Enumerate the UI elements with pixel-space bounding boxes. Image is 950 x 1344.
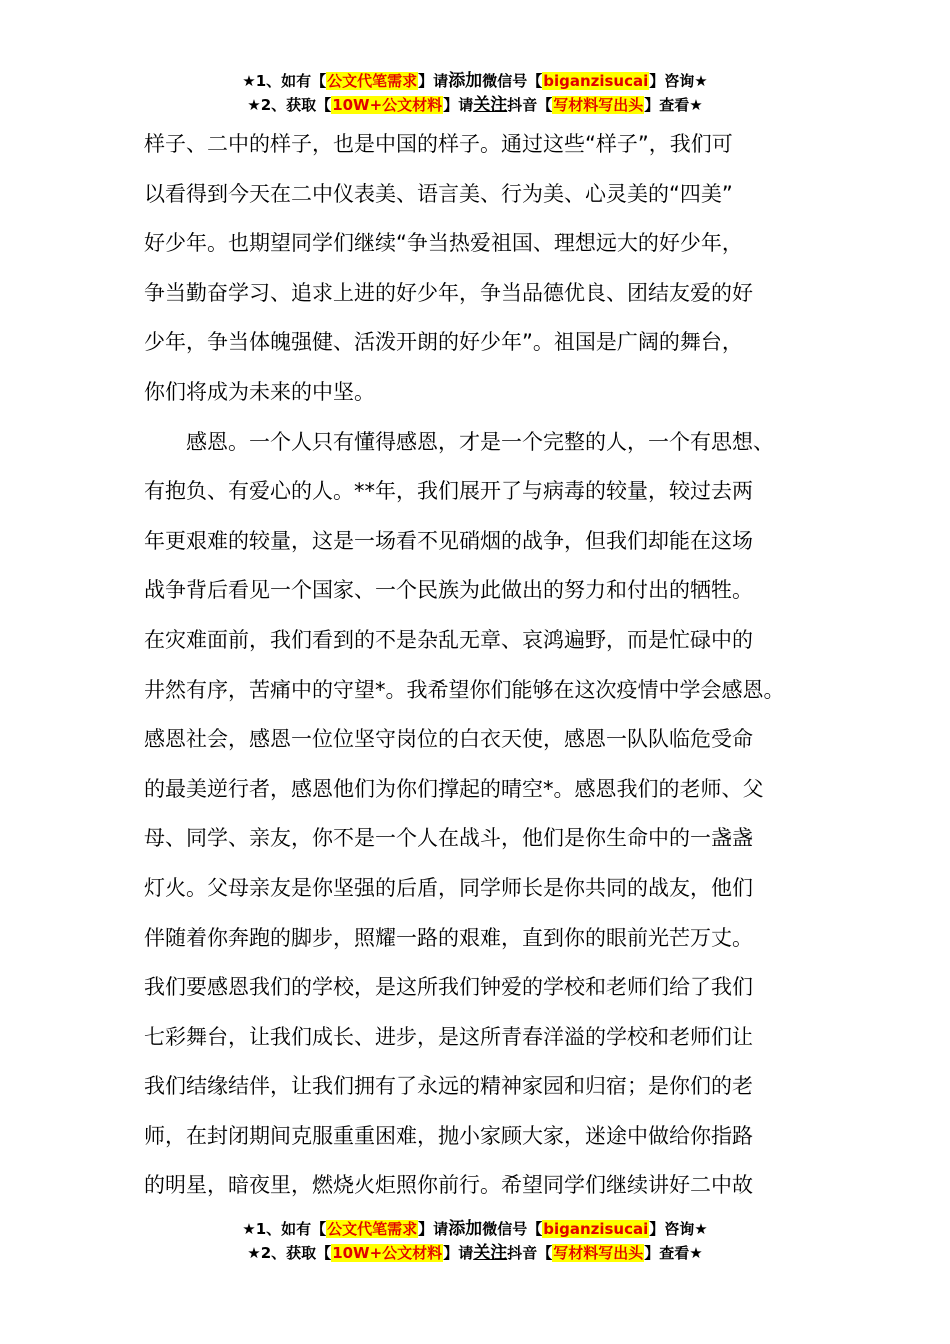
banner-prefix: ★2、获取【 — [247, 1244, 332, 1262]
document-body — [144, 120, 824, 1211]
banner-suffix: 】咨询★ — [649, 1220, 708, 1238]
body-line: 在灾难面前，我们看到的不是杂乱无章、哀鸿遍野，而是忙碌中的 — [144, 627, 753, 652]
wechat-id-highlight: biganzisucai — [543, 1220, 649, 1238]
banner-prefix: ★2、获取【 — [247, 96, 332, 114]
body-line: 七彩舞台，让我们成长、进步，是这所青春洋溢的学校和老师们让 — [144, 1024, 753, 1049]
banner-prefix: ★1、如有【 — [242, 1220, 327, 1238]
body-line: 井然有序，苦痛中的守望*。我希望你们能够在这次疫情中学会感恩。 — [144, 677, 785, 702]
banner-emphasis: 关注 — [473, 95, 508, 115]
body-line: 年更艰难的较量，这是一场看不见硝烟的战争，但我们却能在这场 — [144, 528, 753, 553]
footer-banner-line-2 — [0, 1241, 950, 1265]
douyin-account-highlight: 写材料写出头 — [553, 1244, 644, 1262]
banner-prefix: ★1、如有【 — [242, 72, 327, 90]
body-line: 有抱负、有爱心的人。**年，我们展开了与病毒的较量，较过去两 — [144, 479, 753, 504]
banner-text: 微信号【 — [482, 72, 543, 90]
body-line: 你们将成为未来的中坚。 — [144, 379, 375, 404]
materials-highlight: 10W+公文材料 — [332, 1244, 443, 1262]
body-line: 的明星，暗夜里，燃烧火炬照你前行。希望同学们继续讲好二中故 — [144, 1173, 753, 1198]
body-line: 战争背后看见一个国家、一个民族为此做出的努力和付出的牺牲。 — [144, 578, 753, 603]
header-banner-line-1 — [0, 69, 950, 93]
body-line: 样子、二中的样子，也是中国的样子。通过这些“样子”，我们可 — [144, 132, 733, 156]
body-line: 好少年。也期望同学们继续“争当热爱祖国、理想远大的好少年， — [144, 231, 743, 256]
body-line: 感恩。一个人只有懂得感恩，才是一个完整的人，一个有思想、 — [144, 429, 774, 454]
service-highlight: 公文代笔需求 — [327, 72, 418, 90]
body-line: 我们结缘结伴，让我们拥有了永远的精神家园和归宿；是你们的老 — [144, 1074, 753, 1099]
header-banner-line-2 — [0, 93, 950, 117]
body-line: 母、同学、亲友，你不是一个人在战斗，他们是你生命中的一盏盏 — [144, 826, 753, 851]
service-highlight: 公文代笔需求 — [327, 1220, 418, 1238]
banner-text: 抖音【 — [507, 1244, 553, 1262]
banner-suffix: 】查看★ — [644, 96, 703, 114]
banner-text: 抖音【 — [507, 96, 553, 114]
body-line: 的最美逆行者，感恩他们为你们撑起的晴空*。感恩我们的老师、父 — [144, 776, 764, 801]
douyin-account-highlight: 写材料写出头 — [553, 96, 644, 114]
banner-text: 微信号【 — [482, 1220, 543, 1238]
body-line: 师，在封闭期间克服重重困难，抛小家顾大家，迷途中做给你指路 — [144, 1123, 753, 1148]
body-line: 我们要感恩我们的学校，是这所我们钟爱的学校和老师们给了我们 — [144, 975, 753, 1000]
body-line: 争当勤奋学习、追求上进的好少年，争当品德优良、团结友爱的好 — [144, 280, 753, 305]
banner-suffix: 】查看★ — [644, 1244, 703, 1262]
banner-emphasis: 添加 — [448, 71, 483, 91]
wechat-id-highlight: biganzisucai — [543, 72, 649, 90]
header-banner — [0, 69, 950, 117]
banner-text: 】请 — [443, 1244, 474, 1262]
body-line: 感恩社会，感恩一位位坚守岗位的白衣天使，感恩一队队临危受命 — [144, 727, 753, 752]
body-line: 灯火。父母亲友是你坚强的后盾，同学师长是你共同的战友，他们 — [144, 875, 753, 900]
footer-banner — [0, 1217, 950, 1265]
body-line: 以看得到今天在二中仪表美、语言美、行为美、心灵美的“四美” — [144, 181, 733, 206]
body-line: 少年，争当体魄强健、活泼开朗的好少年”。祖国是广阔的舞台， — [144, 330, 743, 355]
banner-emphasis: 关注 — [473, 1243, 508, 1263]
body-line: 伴随着你奔跑的脚步，照耀一路的艰难，直到你的眼前光芒万丈。 — [144, 925, 753, 950]
banner-text: 】请 — [418, 1220, 449, 1238]
banner-suffix: 】咨询★ — [649, 72, 708, 90]
footer-banner-line-1 — [0, 1217, 950, 1241]
materials-highlight: 10W+公文材料 — [332, 96, 443, 114]
banner-text: 】请 — [443, 96, 474, 114]
banner-text: 】请 — [418, 72, 449, 90]
banner-emphasis: 添加 — [448, 1219, 483, 1239]
